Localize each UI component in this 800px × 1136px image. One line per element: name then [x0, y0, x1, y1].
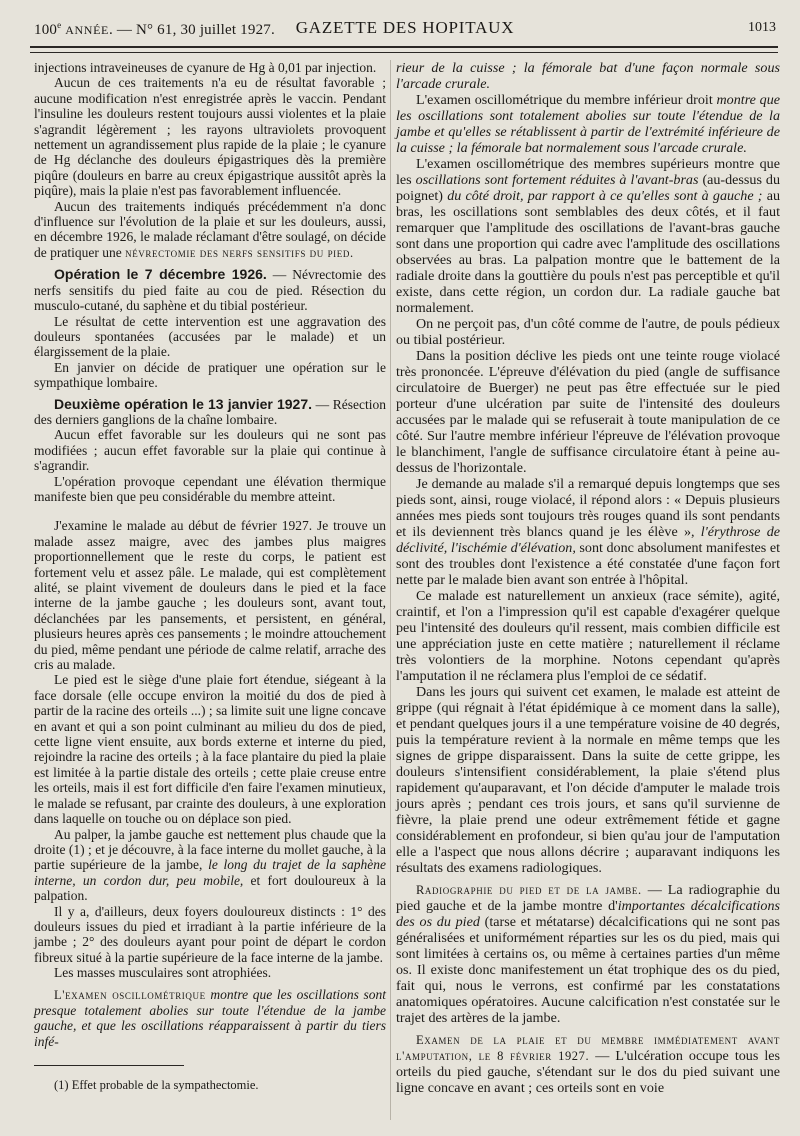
- emphasis-italic: rieur de la cuisse ; la fémorale bat d'une façon normale sous l'arcade crurale.: [396, 60, 780, 92]
- paragraph: Aucun de ces traitements n'a eu de résultat favorable ; aucune modification n'est enregistrée après le vaccin. Pendant l'insuline les douleurs restent toujours aussi violentes et la plaie s'agrandit légèrement ; les rayons ultraviolets provoquent nettement un agrandissement plus rapide de la plaie ; le cyanure de Hg déclanche des douleurs épigastriques dès la première piqûre (douleurs en barre au creux épigastrique aussitôt après la piqûre), mais la plaie n'est pas favorablement influencée.: [34, 75, 386, 199]
- paragraph-text: L'examen oscillométrique des membres supérieurs montre que les: [396, 156, 780, 188]
- issue-year: 100: [34, 22, 58, 38]
- paragraph: [34, 199, 386, 262]
- section-heading: Radiographie du pied et de la jambe.: [416, 883, 642, 897]
- paragraph-text: et fort douloureux à la palpation.: [34, 872, 386, 904]
- section-heading: Deuxième opération le 13 janvier 1927.: [54, 395, 313, 412]
- paragraph: [34, 987, 386, 1050]
- page-number: 1013: [748, 20, 776, 35]
- paragraph-text: — L'ulcération occupe tous les orteils du pied gauche, s'étendant sur le dos du pied suivant une ligne concave en avant ; ces orteils sont en voie: [396, 1048, 780, 1096]
- paragraph-text: Au palper, la jambe gauche est nettement plus chaude que la droite (1) ; et je découvre, à la face interne du mollet gauche, à la partie supérieure de la jambe,: [34, 826, 386, 873]
- right-column: [396, 60, 780, 1096]
- paragraph: Le résultat de cette intervention est une aggravation des douleurs spontanées (accusées par le malade) et un élargissement de la plaie.: [34, 313, 386, 360]
- left-column: [34, 60, 386, 1092]
- paragraph: Dans la position déclive les pieds ont une teinte rouge violacé très prononcée. L'épreuve d'élévation du pied (angle de suffisance circulatoire de Buerger) ne peut pas être effectuée sur le pied porteur d'une ulcération par suite de l'intensité des douleurs accusées par le malade qui se refuserait à toute manipulation de ce côté. Sur l'autre membre inférieur l'épreuve de l'élévation provoque le blanchiment, l'angle de suffisance circulatoire étant à peine au-dessus de l'horizontale.: [396, 348, 780, 476]
- section-paragraph: [34, 397, 386, 428]
- paragraph-text: (tarse et métatarse) décalcifications qui ne sont pas généralisées et uniformément réparties sur les os du pied, mais qui sont limitées à certains os, ou même à certaines parties d'un même os. Il existe donc manifestement un état trophique des os du pied, fait qui, nous le verrons, est confirmé par les constatations anatomiques opératoires. Aucune calcification n'est constatée sur le trajet des artères de la jambe.: [396, 914, 781, 1026]
- emphasis-italic: du côté droit, par rapport à ce qu'elles sont à gauche ;: [447, 188, 763, 204]
- emphasis-italic: l'érythrose de déclivité, l'ischémie d'élévation,: [396, 524, 780, 556]
- issue-year-word: ANNÉE: [65, 23, 109, 37]
- paragraph: J'examine le malade au début de février 1927. Je trouve un malade assez maigre, avec des jambes plus maigres proportionnellement que le reste du corps, le patient est fortement velu et assez pâle. Le malade, qui est complètement alité, se plaint vivement de douleurs dans le pied et la face interne de la jambe gauche ; les douleurs sont, avant tout, déclanchées par les pansements, et persistent, en général, plusieurs heures après ces pansements ; le moindre attouchement du pied, même pendant une période de calme relatif, arrache des cris au malade.: [34, 518, 386, 673]
- page-header: [34, 16, 776, 42]
- paragraph-text: — Névrectomie des nerfs sensitifs du pied faite au cou de pied. Résection du musculo-cutané, du saphène et du tibial postérieur.: [34, 267, 386, 314]
- paragraph-text: — Résection des derniers ganglions de la chaîne lombaire.: [34, 396, 386, 427]
- section-paragraph: [396, 1032, 780, 1096]
- section-heading: Opération le 7 décembre 1926.: [54, 266, 267, 283]
- footnote: (1) Effet probable de la sympathectomie.: [54, 1078, 259, 1093]
- paragraph: [396, 156, 780, 316]
- paragraph: [396, 60, 780, 92]
- paragraph: injections intraveineuses de cyanure de Hg à 0,01 par injection.: [34, 60, 377, 75]
- header-rule-thin: [30, 52, 778, 53]
- emphasis-italic: oscillations sont fortement réduites à l'avant-bras: [415, 172, 699, 188]
- section-paragraph: [34, 267, 386, 313]
- emphasis-italic: le long du trajet de la saphène interne, un cordon dur, peu mobile,: [34, 857, 386, 888]
- paragraph: Aucun effet favorable sur les douleurs qui ne sont pas modifiées ; aucun effet favorable sur la plaie qui continue à s'agrandir.: [34, 427, 386, 474]
- emphasis-italic: importantes décalcifications des os du pied: [396, 898, 780, 930]
- issue-year-suffix: e: [57, 20, 62, 30]
- paragraph-text: Aucun des traitements indiqués précédemment n'a donc d'influence sur l'évolution de la plaie et sur les douleurs, aussi, en décembre 1926, le malade réclamant d'être soulagé, on décide de pratiquer une: [34, 198, 386, 260]
- journal-title: GAZETTE DES HOPITAUX: [295, 18, 515, 37]
- paragraph: Le pied est le siège d'une plaie fort étendue, siégeant à la face dorsale (elle occupe environ la moitié du dos de pied à partir de la racine des orteils ...) ; sa limite suit une ligne concave en avant et qui a son point culminant au milieu du dos de pied, cette ligne vient ensuite, aux bords externe et interne du pied, rejoindre la racine des orteils ; à la face plantaire du pied la plaie est limitée à la partie distale des orteils ; cette plaie creuse entre les orteils, mais il est fort difficile d'en faire l'examen minutieux, le malade se refusant, par crainte des douleurs, à une exploration dans laquelle on touche ou on déplace son pied.: [34, 672, 386, 827]
- paragraph: [396, 476, 780, 588]
- paragraph-text: L'examen oscillométrique du membre inférieur droit: [416, 92, 717, 108]
- header-rule-thick: [30, 46, 778, 48]
- paragraph: En janvier on décide de pratiquer une opération sur le sympathique lombaire.: [34, 359, 386, 391]
- issue-number-date: . — N° 61, 30 juillet 1927.: [108, 22, 275, 38]
- column-divider: [390, 60, 391, 1120]
- paragraph-text: — La radiographie du pied gauche et de la jambe montre d': [396, 882, 780, 914]
- paragraph: [396, 92, 780, 156]
- paragraph: L'opération provoque cependant une élévation thermique manifeste bien que peu considérable du membre atteint.: [34, 473, 386, 504]
- emphasis-smallcaps: névrectomie des nerfs sensitifs du pied.: [125, 245, 354, 260]
- emphasis-smallcaps: L'examen oscillométrique: [54, 987, 206, 1002]
- paragraph: Ce malade est naturellement un anxieux (race sémite), agité, craintif, et l'on a l'impression qu'il est capable d'exagérer quelque peu l'intensité des douleurs qu'il ressent, mais combien difficile est une appréciation juste en cette matière ; naturellement il réclame très volontiers de la morphine. Notons cependant qu'après l'amputation il ne réclamera plus l'emploi de ce sédatif.: [396, 588, 780, 684]
- emphasis-italic: montre que les oscillations sont totalement abolies sur toute l'étendue de la jambe et qu'elles se rétablissent à partir de l'extrémité inférieure de la cuisse ; la fémorale bat normalement sous l'arcade crurale.: [396, 92, 780, 156]
- paragraph: Les masses musculaires sont atrophiées.: [54, 965, 272, 981]
- paragraph-text: au bras, les oscillations sont semblables des deux côtés, et il faut remarquer que l'amplitude des oscillations de l'avant-bras gauche sont dans une proportion qui cadre avec l'amplitude des oscillations observées au bras. La palpation montre que le battement de la radiale droite dans la gouttière du pouls n'est pas perceptible et qu'il existe, dans cette région, un cordon dur. La radiale gauche bat normalement.: [396, 188, 781, 316]
- section-paragraph: [396, 882, 780, 1026]
- section-heading: Examen de la plaie et du membre immédiatement avant l'amputation, le 8 février 1927.: [396, 1033, 780, 1063]
- emphasis-italic: montre que les oscillations sont presque totalement abolies sur toute l'étendue de la jambe gauche, et que les oscillations réapparaissent à partir du tiers infé-: [34, 986, 387, 1049]
- paragraph-text: sont donc absolument manifestes et sont des troubles dont l'existence a été constatée d'une façon fort nette par le malade bien avant son entrée à l'hôpital.: [396, 540, 780, 588]
- paragraph: On ne perçoit pas, d'un côté comme de l'autre, de pouls pédieux ou tibial postérieur.: [396, 316, 780, 348]
- paragraph: Il y a, d'ailleurs, deux foyers douloureux distincts : 1° des douleurs issues du pied et irradiant à la partie inférieure de la jambe ; 2° des douleurs ayant pour point de départ le cordon fibreux situé à la partie supérieure de la face interne de la jambe.: [34, 903, 386, 965]
- paragraph-text: (au-dessus du poignet): [396, 172, 781, 204]
- paragraph: [34, 827, 386, 904]
- paragraph-text: Je demande au malade s'il a remarqué depuis longtemps que ses pieds sont, ainsi, rouge violacé, il répond alors : « Depuis plusieurs années mes pieds sont toujours très rouges quand ils sont pendants et ils deviennent très blancs quand je les élève »,: [396, 476, 780, 540]
- footnote-rule: [34, 1065, 184, 1066]
- paragraph: Dans les jours qui suivent cet examen, le malade est atteint de grippe (qui régnait à l'état épidémique à ce moment dans la salle), et pendant quelques jours il a une température voisine de 40 degrés, puis la température revient à la normale en même temps que les signes de grippe disparaissent. Dans la suite de cette grippe, les douleurs s'intensifient considérablement, la plaie s'étend plus rapidement qu'auparavant, et l'on décide d'amputer le malade trois jours après ; pendant ces trois jours, et sans qu'il survienne de fièvre, la plaie prend une odeur extrêmement fétide et gagne considérablement en profondeur, si bien qu'au jour de l'amputation elle a l'aspect que nous allons décrire ; auparavant indiquons les résultats des examens radiologiques.: [396, 684, 780, 876]
